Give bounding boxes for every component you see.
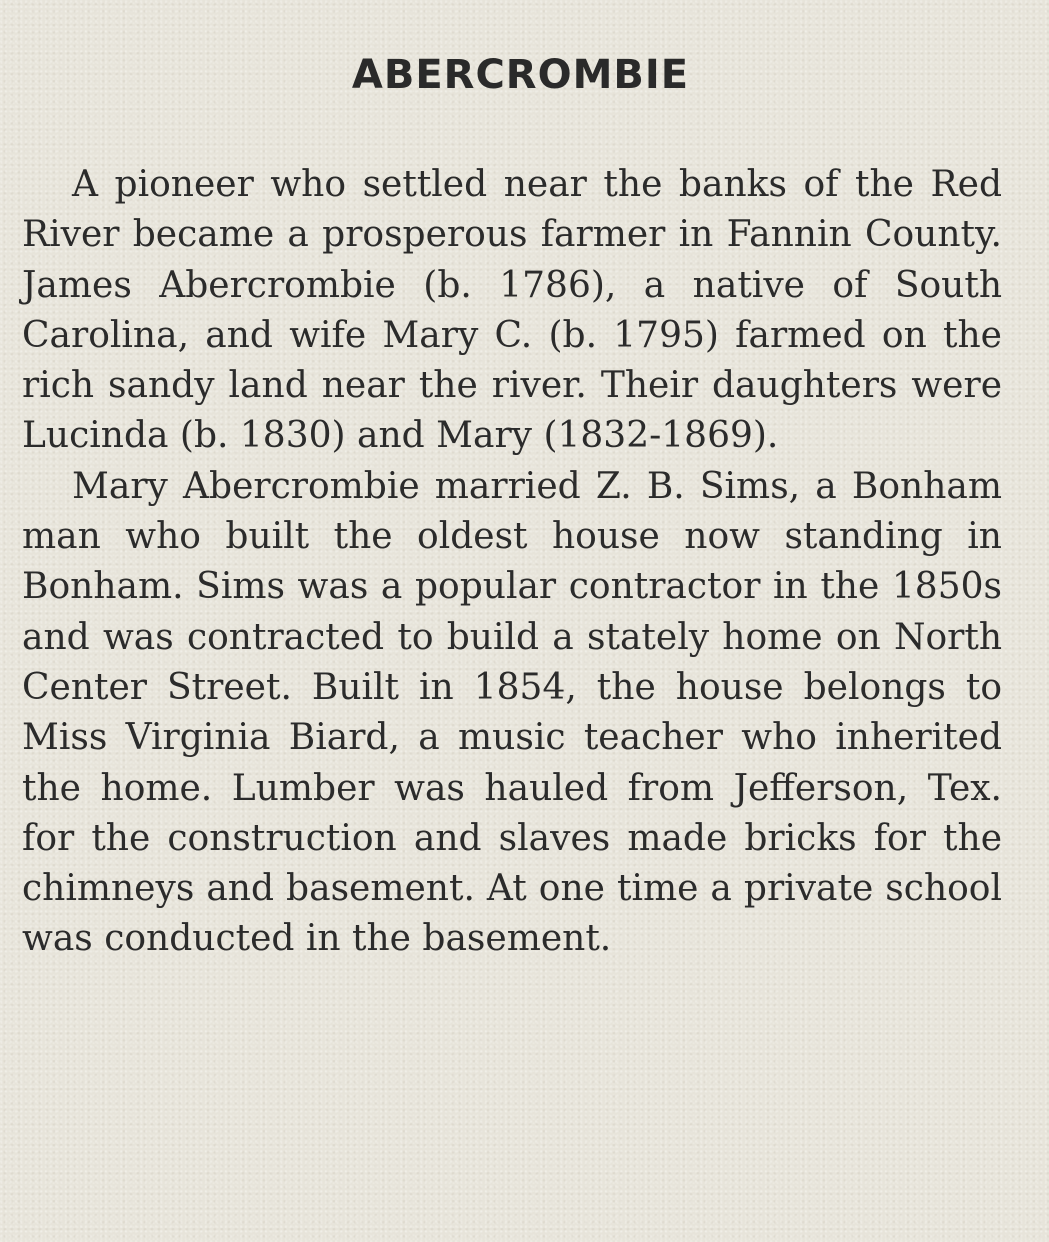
paragraph-2: Mary Abercrombie married Z. B. Sims, a Bonham man who built the oldest house now standing in Bonham. Sims was a popular contractor in the 1850s and was contracted to build a stately home on North Center Street. Built in 1854, the house belongs to Miss Virginia Biard, a music teacher who inherited the home. Lumber was hauled from Jefferson, Tex. for the construction and slaves made bricks for the chimneys and basement. At one time a private school was conducted in the basement. [22,465,1002,960]
article-body [22,160,1002,965]
paragraph-1: A pioneer who settled near the banks of the Red River became a prosperous farmer in Fannin County. James Abercrombie (b. 1786), a native of South Carolina, and wife Mary C. (b. 1795) farmed on the rich sandy land near the river. Their daughters were Lucinda (b. 1830) and Mary (1832-1869). [22,164,1002,457]
page-title: ABERCROMBIE [351,52,690,98]
